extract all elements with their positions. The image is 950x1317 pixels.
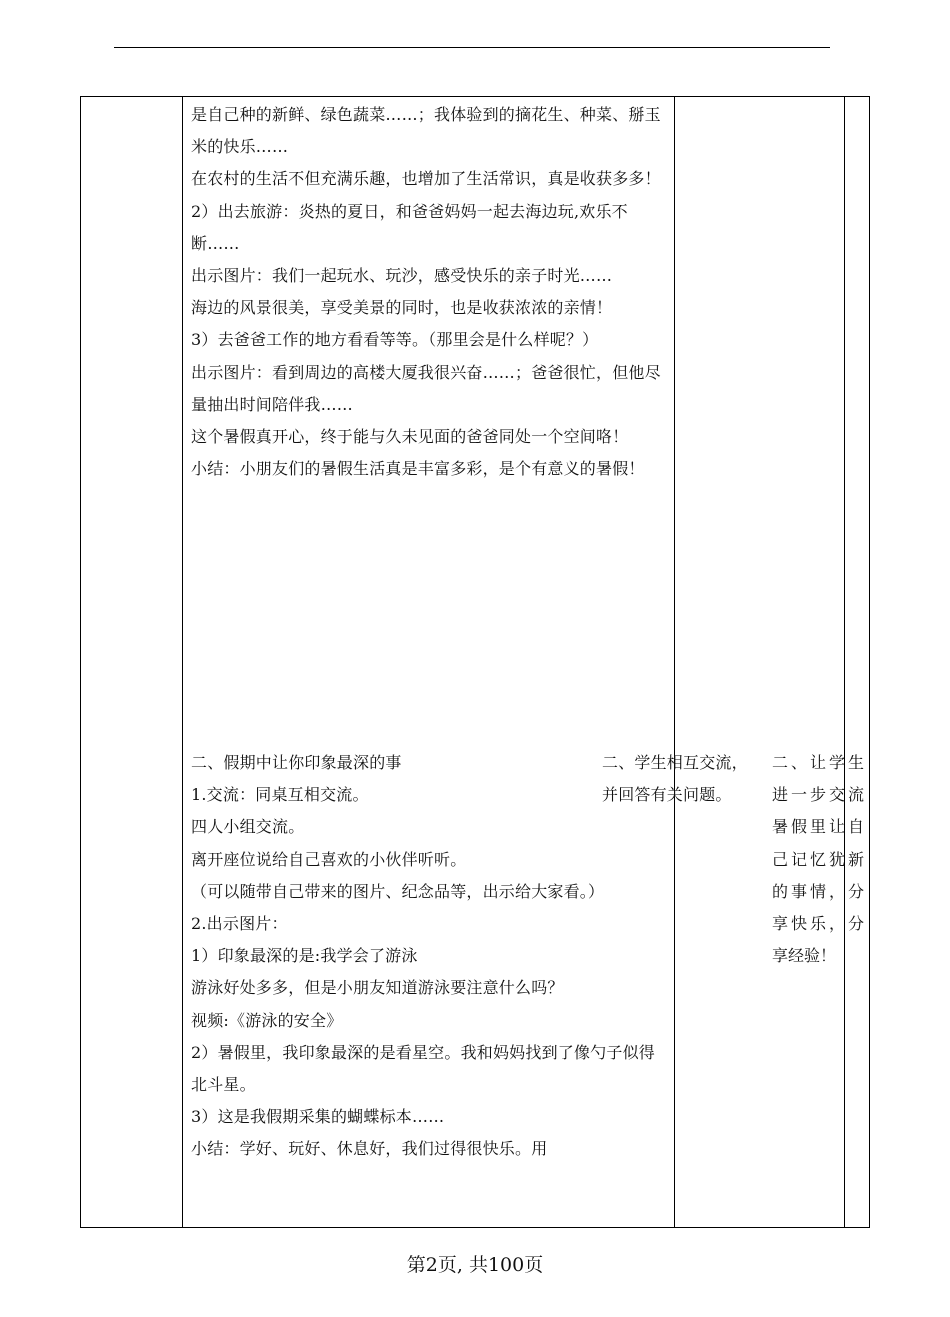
paragraph: （可以随带自己带来的图片、纪念品等，出示给大家看。） [191,881,605,901]
paragraph: 是自己种的新鲜、绿色蔬菜……；我体验到的摘花生、种菜、掰玉米的快乐…… [191,105,661,157]
design-intent-text: 二、让学生进一步交流暑假里让自己记忆犹新的事情，分享快乐，分享经验！ [772,753,864,966]
design-intent-cell [772,747,864,972]
paragraph: 游泳好处多多，但是小朋友知道游泳要注意什么吗？ [191,978,564,998]
paragraph: 离开座位说给自己喜欢的小伙伴听听。 [191,849,467,869]
paragraph: 出示图片：我们一起玩水、玩沙，感受快乐的亲子时光…… [191,266,613,286]
column-student-activity [675,97,845,1227]
paragraph: 1.交流：同桌互相交流。 [191,785,369,805]
student-activity-cell [602,747,758,811]
column-blank-left [81,97,183,1227]
page-number: 第2页, 共100页 [406,1254,544,1276]
paragraph: 这个暑假真开心，终于能与久未见面的爸爸同处一个空间咯！ [191,427,629,447]
paragraph: 视频:《游泳的安全》 [191,1010,343,1030]
section-heading: 二、假期中让你印象最深的事 [191,753,402,772]
paragraph: 2）出去旅游：炎热的夏日，和爸爸妈妈一起去海边玩,欢乐不断…… [191,201,628,253]
teaching-process-top [191,99,669,485]
paragraph: 出示图片：看到周边的高楼大厦我很兴奋……；爸爸很忙，但他尽量抽出时间陪伴我…… [191,362,661,414]
paragraph: 在农村的生活不但充满乐趣，也增加了生活常识，真是收获多多！ [191,169,661,189]
header-rule [114,47,830,48]
paragraph: 1）印象最深的是:我学会了游泳 [191,946,418,966]
paragraph: 2）暑假里，我印象最深的是看星空。我和妈妈找到了像勺子似得北斗星。 [191,1042,655,1095]
column-design-intent [845,97,869,1227]
paragraph: 小结：学好、玩好、休息好，我们过得很快乐。用 [191,1139,548,1159]
paragraph: 2.出示图片： [191,914,288,934]
paragraph: 3）这是我假期采集的蝴蝶标本…… [191,1107,445,1127]
student-activity-text: 二、学生相互交流，并回答有关问题。 [602,753,748,805]
paragraph: 3）去爸爸工作的地方看看等等。（那里会是什么样呢？） [191,330,599,350]
lesson-plan-table [80,96,870,1228]
paragraph: 海边的风景很美，享受美景的同时，也是收获浓浓的亲情！ [191,298,613,318]
paragraph: 小结：小朋友们的暑假生活真是丰富多彩，是个有意义的暑假！ [191,459,645,479]
paragraph: 四人小组交流。 [191,817,305,837]
teaching-process-section-two [191,747,669,1166]
